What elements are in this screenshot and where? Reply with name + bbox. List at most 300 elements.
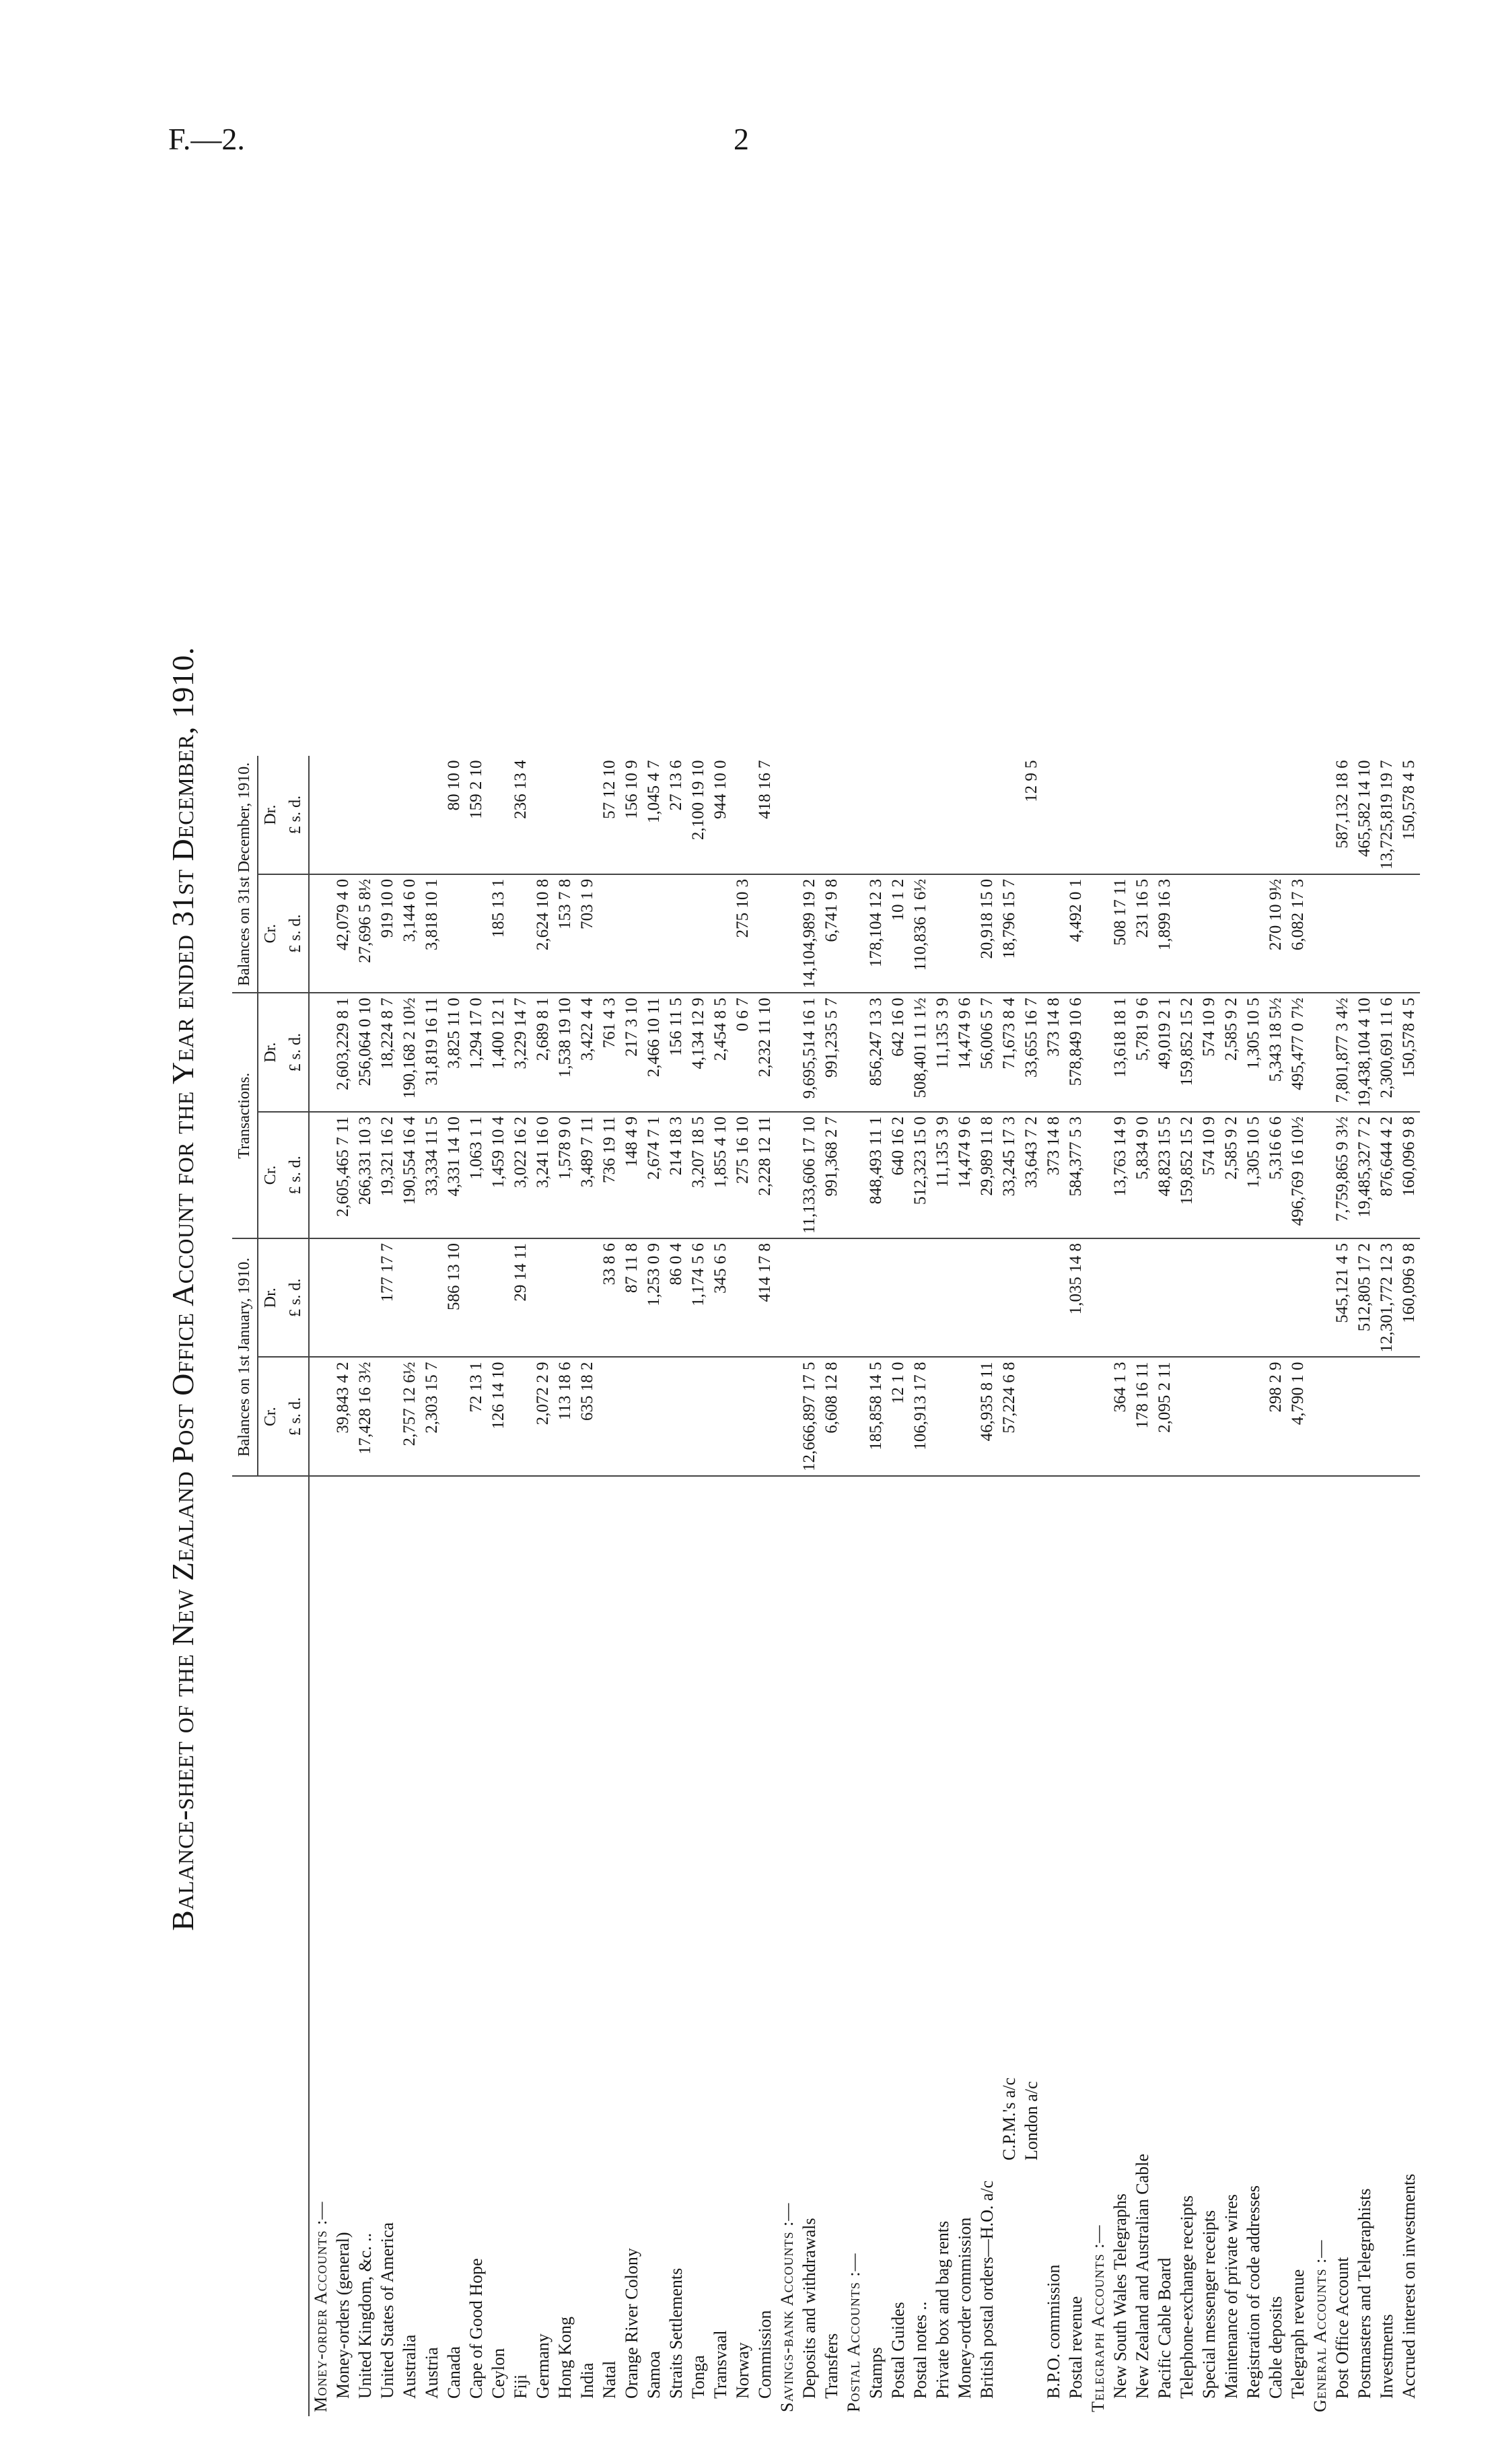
amount-cell bbox=[332, 756, 354, 874]
amount-cell: 508 17 11 bbox=[1109, 874, 1131, 993]
amount-cell bbox=[1087, 1358, 1109, 1477]
amount-cell bbox=[421, 1238, 443, 1358]
amount-cell: 33 8 6 bbox=[598, 1238, 620, 1358]
amount-cell bbox=[843, 1112, 865, 1238]
amount-cell: 231 16 5 bbox=[1131, 874, 1153, 993]
amount-cell: 0 6 7 bbox=[732, 993, 754, 1112]
account-label: Natal bbox=[600, 2360, 619, 2399]
amount-cell: 178,104 12 3 bbox=[865, 874, 887, 993]
table-row bbox=[687, 756, 709, 2416]
amount-cell: 574 10 9 bbox=[1198, 1112, 1220, 1238]
table-row bbox=[576, 756, 598, 2416]
account-label: Stamps bbox=[866, 2347, 886, 2399]
amount-cell bbox=[354, 756, 376, 874]
account-label: Registration of code addresses bbox=[1244, 2185, 1263, 2399]
amount-cell bbox=[887, 1238, 909, 1358]
table-row bbox=[1287, 756, 1309, 2416]
table-row bbox=[1265, 756, 1287, 2416]
account-label: Ceylon bbox=[489, 2348, 508, 2399]
amount-cell bbox=[820, 756, 843, 874]
account-label: Cable deposits bbox=[1266, 2296, 1285, 2399]
amount-cell: 150,578 4 5 bbox=[1398, 756, 1420, 874]
amount-cell bbox=[665, 874, 687, 993]
amount-cell: 944 10 0 bbox=[709, 756, 732, 874]
amount-cell bbox=[643, 874, 665, 993]
amount-cell bbox=[1331, 1358, 1353, 1477]
amount-cell: 3,825 11 0 bbox=[443, 993, 465, 1112]
amount-cell: 12 1 0 bbox=[887, 1358, 909, 1477]
amount-cell bbox=[309, 1238, 332, 1358]
amount-cell: 275 16 10 bbox=[732, 1112, 754, 1238]
amount-cell: 2,228 12 11 bbox=[754, 1112, 776, 1238]
account-label: Norway bbox=[733, 2342, 752, 2399]
amount-cell bbox=[1153, 756, 1176, 874]
account-label: New South Wales Telegraphs bbox=[1110, 2193, 1130, 2399]
account-label: Straits Settlements bbox=[666, 2267, 686, 2399]
amount-cell: 7,759,865 9 3½ bbox=[1331, 1112, 1353, 1238]
sheet-title: Balance-sheet of the New Zealand Post Office Account for the Year ended 31st December, 1910. bbox=[166, 647, 200, 1931]
amount-cell bbox=[309, 1358, 332, 1477]
closing-cr-header: Cr. bbox=[258, 874, 283, 993]
amount-cell bbox=[1220, 1238, 1242, 1358]
table-row bbox=[620, 756, 643, 2416]
amount-cell bbox=[1309, 1112, 1331, 1238]
amount-cell: 1,400 12 1 bbox=[487, 993, 509, 1112]
table-row bbox=[1309, 756, 1331, 2416]
amount-cell bbox=[1198, 1238, 1220, 1358]
page-reference: F.—2. bbox=[168, 122, 245, 156]
amount-cell bbox=[1176, 756, 1198, 874]
amount-cell: 29 14 11 bbox=[509, 1238, 532, 1358]
amount-cell bbox=[843, 756, 865, 874]
units-header: £ s. d. bbox=[283, 1358, 309, 1477]
amount-cell bbox=[598, 874, 620, 993]
table-row bbox=[998, 756, 1020, 2416]
amount-cell bbox=[1265, 756, 1287, 874]
amount-cell bbox=[1020, 1358, 1042, 1477]
amount-cell: 1,063 1 1 bbox=[465, 1112, 487, 1238]
amount-cell bbox=[443, 1358, 465, 1477]
opening-dr-header: Dr. bbox=[258, 1238, 283, 1358]
amount-cell: 991,368 2 7 bbox=[820, 1112, 843, 1238]
amount-cell bbox=[1153, 1238, 1176, 1358]
amount-cell: 19,438,104 4 10 bbox=[1353, 993, 1376, 1112]
table-row bbox=[1109, 756, 1131, 2416]
amount-cell bbox=[776, 1112, 798, 1238]
label-column-header bbox=[232, 1476, 309, 2416]
amount-cell: 159,852 15 2 bbox=[1176, 1112, 1198, 1238]
amount-cell: 586 13 10 bbox=[443, 1238, 465, 1358]
account-label: Investments bbox=[1377, 2314, 1396, 2399]
account-label: Australia bbox=[400, 2334, 419, 2399]
amount-cell: 4,331 14 10 bbox=[443, 1112, 465, 1238]
amount-cell: 364 1 3 bbox=[1109, 1358, 1131, 1477]
amount-cell bbox=[1176, 1238, 1198, 1358]
table-row bbox=[421, 756, 443, 2416]
amount-cell: 2,603,229 8 1 bbox=[332, 993, 354, 1112]
amount-cell: 1,459 10 4 bbox=[487, 1112, 509, 1238]
table-row bbox=[1131, 756, 1153, 2416]
account-label: Tonga bbox=[688, 2355, 708, 2399]
amount-cell: 2,585 9 2 bbox=[1220, 1112, 1242, 1238]
table-row bbox=[843, 756, 865, 2416]
account-label: Cape of Good Hope bbox=[466, 2258, 486, 2399]
table-row bbox=[665, 756, 687, 2416]
amount-cell: 2,757 12 6½ bbox=[398, 1358, 421, 1477]
amount-cell: 1,855 4 10 bbox=[709, 1112, 732, 1238]
amount-cell: 57 12 10 bbox=[598, 756, 620, 874]
amount-cell bbox=[1220, 1358, 1242, 1477]
account-label: Money-order commission bbox=[955, 2217, 974, 2399]
amount-cell bbox=[1309, 1238, 1331, 1358]
amount-cell bbox=[643, 1358, 665, 1477]
table-row bbox=[1376, 756, 1398, 2416]
amount-cell bbox=[421, 756, 443, 874]
amount-cell bbox=[1087, 756, 1109, 874]
amount-cell bbox=[1287, 1238, 1309, 1358]
amount-cell: 177 17 7 bbox=[376, 1238, 398, 1358]
section-heading: General Accounts :— bbox=[1310, 2239, 1330, 2412]
amount-cell bbox=[1042, 874, 1065, 993]
account-label: Pacific Cable Board bbox=[1155, 2257, 1174, 2399]
table-row bbox=[1153, 756, 1176, 2416]
amount-cell bbox=[309, 874, 332, 993]
amount-cell: 2,303 15 7 bbox=[421, 1358, 443, 1477]
table-row bbox=[487, 756, 509, 2416]
amount-cell: 3,022 16 2 bbox=[509, 1112, 532, 1238]
amount-cell: 12 9 5 bbox=[1020, 756, 1042, 874]
amount-cell bbox=[931, 1358, 954, 1477]
account-label: C.P.M.'s a/c bbox=[999, 2077, 1019, 2160]
amount-cell: 33,245 17 3 bbox=[998, 1112, 1020, 1238]
amount-cell: 919 10 0 bbox=[376, 874, 398, 993]
table-row bbox=[1176, 756, 1198, 2416]
amount-cell bbox=[398, 1238, 421, 1358]
amount-cell bbox=[1353, 874, 1376, 993]
amount-cell: 5,316 6 6 bbox=[1265, 1112, 1287, 1238]
amount-cell: 4,790 1 0 bbox=[1287, 1358, 1309, 1477]
amount-cell: 2,585 9 2 bbox=[1220, 993, 1242, 1112]
amount-cell: 33,643 7 2 bbox=[1020, 1112, 1042, 1238]
transactions-header: Transactions. bbox=[232, 993, 258, 1238]
account-label: B.P.O. commission bbox=[1044, 2264, 1063, 2399]
amount-cell: 14,474 9 6 bbox=[954, 993, 976, 1112]
amount-cell bbox=[1087, 993, 1109, 1112]
table-row bbox=[354, 756, 376, 2416]
amount-cell: 2,466 10 11 bbox=[643, 993, 665, 1112]
amount-cell: 27,696 5 8½ bbox=[354, 874, 376, 993]
amount-cell bbox=[931, 874, 954, 993]
table-row bbox=[598, 756, 620, 2416]
table-row bbox=[509, 756, 532, 2416]
table-row bbox=[1331, 756, 1353, 2416]
amount-cell bbox=[598, 1358, 620, 1477]
amount-cell: 3,241 16 0 bbox=[532, 1112, 554, 1238]
amount-cell bbox=[1131, 1238, 1153, 1358]
amount-cell: 56,006 5 7 bbox=[976, 993, 998, 1112]
amount-cell: 11,135 3 9 bbox=[931, 993, 954, 1112]
amount-cell bbox=[1242, 756, 1265, 874]
amount-cell bbox=[954, 1238, 976, 1358]
amount-cell bbox=[1242, 874, 1265, 993]
amount-cell: 11,133,606 17 10 bbox=[798, 1112, 820, 1238]
account-label: Telegraph revenue bbox=[1288, 2269, 1308, 2399]
amount-cell: 578,849 10 6 bbox=[1065, 993, 1087, 1112]
amount-cell bbox=[865, 1238, 887, 1358]
units-header: £ s. d. bbox=[283, 874, 309, 993]
amount-cell: 19,485,327 7 2 bbox=[1353, 1112, 1376, 1238]
account-label: Orange River Colony bbox=[622, 2248, 641, 2399]
amount-cell: 3,422 4 4 bbox=[576, 993, 598, 1112]
amount-cell: 2,232 11 10 bbox=[754, 993, 776, 1112]
amount-cell: 14,474 9 6 bbox=[954, 1112, 976, 1238]
amount-cell: 1,035 14 8 bbox=[1065, 1238, 1087, 1358]
transactions-dr-header: Dr. bbox=[258, 993, 283, 1112]
amount-cell bbox=[1131, 756, 1153, 874]
amount-cell: 11,135 3 9 bbox=[931, 1112, 954, 1238]
amount-cell: 545,121 4 5 bbox=[1331, 1238, 1353, 1358]
amount-cell bbox=[954, 874, 976, 993]
table-row bbox=[554, 756, 576, 2416]
account-label: Post Office Account bbox=[1332, 2257, 1352, 2399]
account-label: Austria bbox=[422, 2347, 441, 2399]
amount-cell bbox=[1176, 874, 1198, 993]
amount-cell bbox=[1353, 1358, 1376, 1477]
section-heading: Postal Accounts :— bbox=[844, 2253, 863, 2412]
amount-cell: 2,100 19 10 bbox=[687, 756, 709, 874]
amount-cell bbox=[998, 756, 1020, 874]
amount-cell: 12,666,897 17 5 bbox=[798, 1358, 820, 1477]
amount-cell: 49,019 2 1 bbox=[1153, 993, 1176, 1112]
amount-cell: 33,655 16 7 bbox=[1020, 993, 1042, 1112]
amount-cell: 14,104,989 19 2 bbox=[798, 874, 820, 993]
amount-cell bbox=[443, 874, 465, 993]
account-label: India bbox=[577, 2362, 597, 2399]
amount-cell: 635 18 2 bbox=[576, 1358, 598, 1477]
amount-cell bbox=[1109, 1238, 1131, 1358]
amount-cell: 418 16 7 bbox=[754, 756, 776, 874]
amount-cell: 587,132 18 6 bbox=[1331, 756, 1353, 874]
units-header: £ s. d. bbox=[283, 756, 309, 874]
amount-cell bbox=[487, 756, 509, 874]
amount-cell bbox=[376, 756, 398, 874]
account-label: Transfers bbox=[822, 2333, 841, 2399]
account-label: Special messenger receipts bbox=[1199, 2210, 1219, 2399]
amount-cell: 761 4 3 bbox=[598, 993, 620, 1112]
amount-cell: 1,305 10 5 bbox=[1242, 1112, 1265, 1238]
amount-cell: 160,096 9 8 bbox=[1398, 1238, 1420, 1358]
amount-cell bbox=[1042, 1358, 1065, 1477]
amount-cell bbox=[754, 1358, 776, 1477]
amount-cell bbox=[309, 1112, 332, 1238]
amount-cell: 2,095 2 11 bbox=[1153, 1358, 1176, 1477]
amount-cell: 46,935 8 11 bbox=[976, 1358, 998, 1477]
amount-cell bbox=[1087, 1238, 1109, 1358]
table-row bbox=[443, 756, 465, 2416]
table-row bbox=[1353, 756, 1376, 2416]
transactions-cr-header: Cr. bbox=[258, 1112, 283, 1238]
amount-cell: 508,401 11 1½ bbox=[909, 993, 931, 1112]
table-row bbox=[1042, 756, 1065, 2416]
amount-cell: 106,913 17 8 bbox=[909, 1358, 931, 1477]
amount-cell: 640 16 2 bbox=[887, 1112, 909, 1238]
amount-cell: 2,624 10 8 bbox=[532, 874, 554, 993]
amount-cell: 465,582 14 10 bbox=[1353, 756, 1376, 874]
account-label: Canada bbox=[444, 2346, 464, 2399]
amount-cell bbox=[620, 1358, 643, 1477]
table-row bbox=[1398, 756, 1420, 2416]
opening-balances-header: Balances on 1st January, 1910. bbox=[232, 1238, 258, 1476]
amount-cell: 80 10 0 bbox=[443, 756, 465, 874]
amount-cell: 3,489 7 11 bbox=[576, 1112, 598, 1238]
units-header: £ s. d. bbox=[283, 993, 309, 1112]
amount-cell: 9,695,514 16 1 bbox=[798, 993, 820, 1112]
amount-cell bbox=[665, 1358, 687, 1477]
amount-cell bbox=[465, 874, 487, 993]
amount-cell bbox=[909, 756, 931, 874]
amount-cell: 991,235 5 7 bbox=[820, 993, 843, 1112]
account-label: Postal Guides bbox=[888, 2302, 908, 2399]
account-label: Money-orders (general) bbox=[333, 2232, 353, 2399]
amount-cell bbox=[354, 1238, 376, 1358]
amount-cell bbox=[332, 1238, 354, 1358]
amount-cell bbox=[532, 1238, 554, 1358]
amount-cell bbox=[687, 1358, 709, 1477]
amount-cell bbox=[1020, 874, 1042, 993]
account-label: Hong Kong bbox=[555, 2316, 575, 2399]
table-row bbox=[1220, 756, 1242, 2416]
amount-cell bbox=[554, 1238, 576, 1358]
amount-cell: 20,918 15 0 bbox=[976, 874, 998, 993]
amount-cell bbox=[1065, 756, 1087, 874]
table-row bbox=[887, 756, 909, 2416]
amount-cell: 156 10 9 bbox=[620, 756, 643, 874]
amount-cell: 7,801,877 3 4½ bbox=[1331, 993, 1353, 1112]
amount-cell bbox=[776, 993, 798, 1112]
amount-cell: 236 13 4 bbox=[509, 756, 532, 874]
amount-cell bbox=[954, 756, 976, 874]
amount-cell bbox=[709, 874, 732, 993]
amount-cell bbox=[1309, 1358, 1331, 1477]
balance-sheet bbox=[158, 162, 1419, 2416]
amount-cell bbox=[843, 993, 865, 1112]
account-label: London a/c bbox=[1022, 2081, 1041, 2160]
account-label: New Zealand and Australian Cable bbox=[1133, 2154, 1152, 2399]
amount-cell: 1,174 5 6 bbox=[687, 1238, 709, 1358]
amount-cell bbox=[798, 1238, 820, 1358]
amount-cell bbox=[754, 874, 776, 993]
amount-cell: 33,334 11 5 bbox=[421, 1112, 443, 1238]
amount-cell: 153 7 8 bbox=[554, 874, 576, 993]
account-label: Accrued interest on investments bbox=[1399, 2173, 1419, 2399]
account-label: Transvaal bbox=[711, 2330, 730, 2399]
amount-cell: 4,492 0 1 bbox=[1065, 874, 1087, 993]
amount-cell: 496,769 16 10½ bbox=[1287, 1112, 1309, 1238]
amount-cell: 6,608 12 8 bbox=[820, 1358, 843, 1477]
table-row bbox=[931, 756, 954, 2416]
table-row bbox=[465, 756, 487, 2416]
amount-cell bbox=[931, 756, 954, 874]
amount-cell bbox=[1065, 1358, 1087, 1477]
amount-cell: 110,836 1 6½ bbox=[909, 874, 931, 993]
table-row bbox=[754, 756, 776, 2416]
amount-cell: 856,247 13 3 bbox=[865, 993, 887, 1112]
amount-cell bbox=[732, 1238, 754, 1358]
amount-cell: 217 3 10 bbox=[620, 993, 643, 1112]
table-row bbox=[976, 756, 998, 2416]
amount-cell: 270 10 9½ bbox=[1265, 874, 1287, 993]
amount-cell bbox=[1020, 1238, 1042, 1358]
section-heading: Savings-bank Accounts :— bbox=[777, 2202, 797, 2412]
amount-cell bbox=[1331, 874, 1353, 993]
amount-cell: 156 11 5 bbox=[665, 993, 687, 1112]
page-number: 2 bbox=[734, 122, 749, 156]
amount-cell: 373 14 8 bbox=[1042, 1112, 1065, 1238]
account-label: Maintenance of private wires bbox=[1221, 2194, 1241, 2399]
account-label: Commission bbox=[755, 2310, 775, 2399]
account-label: Samoa bbox=[644, 2351, 664, 2399]
amount-cell: 3,144 6 0 bbox=[398, 874, 421, 993]
account-label: Fiji bbox=[511, 2374, 530, 2399]
table-row bbox=[1020, 756, 1042, 2416]
amount-cell bbox=[843, 874, 865, 993]
amount-cell: 3,229 14 7 bbox=[509, 993, 532, 1112]
table-row bbox=[798, 756, 820, 2416]
amount-cell bbox=[931, 1238, 954, 1358]
opening-cr-header: Cr. bbox=[258, 1358, 283, 1477]
amount-cell bbox=[1309, 874, 1331, 993]
amount-cell: 126 14 10 bbox=[487, 1358, 509, 1477]
section-heading: Money-order Accounts :— bbox=[311, 2201, 330, 2412]
amount-cell: 29,989 11 8 bbox=[976, 1112, 998, 1238]
amount-cell: 159,852 15 2 bbox=[1176, 993, 1198, 1112]
amount-cell: 574 10 9 bbox=[1198, 993, 1220, 1112]
table-row bbox=[709, 756, 732, 2416]
amount-cell bbox=[576, 756, 598, 874]
amount-cell bbox=[487, 1238, 509, 1358]
amount-cell: 1,045 4 7 bbox=[643, 756, 665, 874]
balance-table bbox=[232, 756, 1420, 2416]
amount-cell: 512,805 17 2 bbox=[1353, 1238, 1376, 1358]
amount-cell bbox=[1376, 1358, 1398, 1477]
amount-cell bbox=[1087, 1112, 1109, 1238]
amount-cell: 13,763 14 9 bbox=[1109, 1112, 1131, 1238]
amount-cell: 2,674 7 1 bbox=[643, 1112, 665, 1238]
amount-cell: 414 17 8 bbox=[754, 1238, 776, 1358]
account-label: Postal notes .. bbox=[911, 2301, 930, 2399]
amount-cell: 190,554 16 4 bbox=[398, 1112, 421, 1238]
table-row bbox=[1198, 756, 1220, 2416]
amount-cell bbox=[776, 1238, 798, 1358]
account-label: United Kingdom, &c. .. bbox=[355, 2232, 375, 2399]
amount-cell bbox=[1242, 1358, 1265, 1477]
account-label: Germany bbox=[533, 2333, 553, 2399]
amount-cell bbox=[1042, 1238, 1065, 1358]
amount-cell bbox=[532, 756, 554, 874]
table-row bbox=[732, 756, 754, 2416]
amount-cell bbox=[554, 756, 576, 874]
amount-cell: 150,578 4 5 bbox=[1398, 993, 1420, 1112]
table-row bbox=[1242, 756, 1265, 2416]
amount-cell: 642 16 0 bbox=[887, 993, 909, 1112]
amount-cell: 178 16 11 bbox=[1131, 1358, 1153, 1477]
amount-cell bbox=[509, 1358, 532, 1477]
amount-cell: 39,843 4 2 bbox=[332, 1358, 354, 1477]
amount-cell bbox=[1287, 756, 1309, 874]
table-row bbox=[332, 756, 354, 2416]
amount-cell: 87 11 8 bbox=[620, 1238, 643, 1358]
amount-cell: 10 1 2 bbox=[887, 874, 909, 993]
